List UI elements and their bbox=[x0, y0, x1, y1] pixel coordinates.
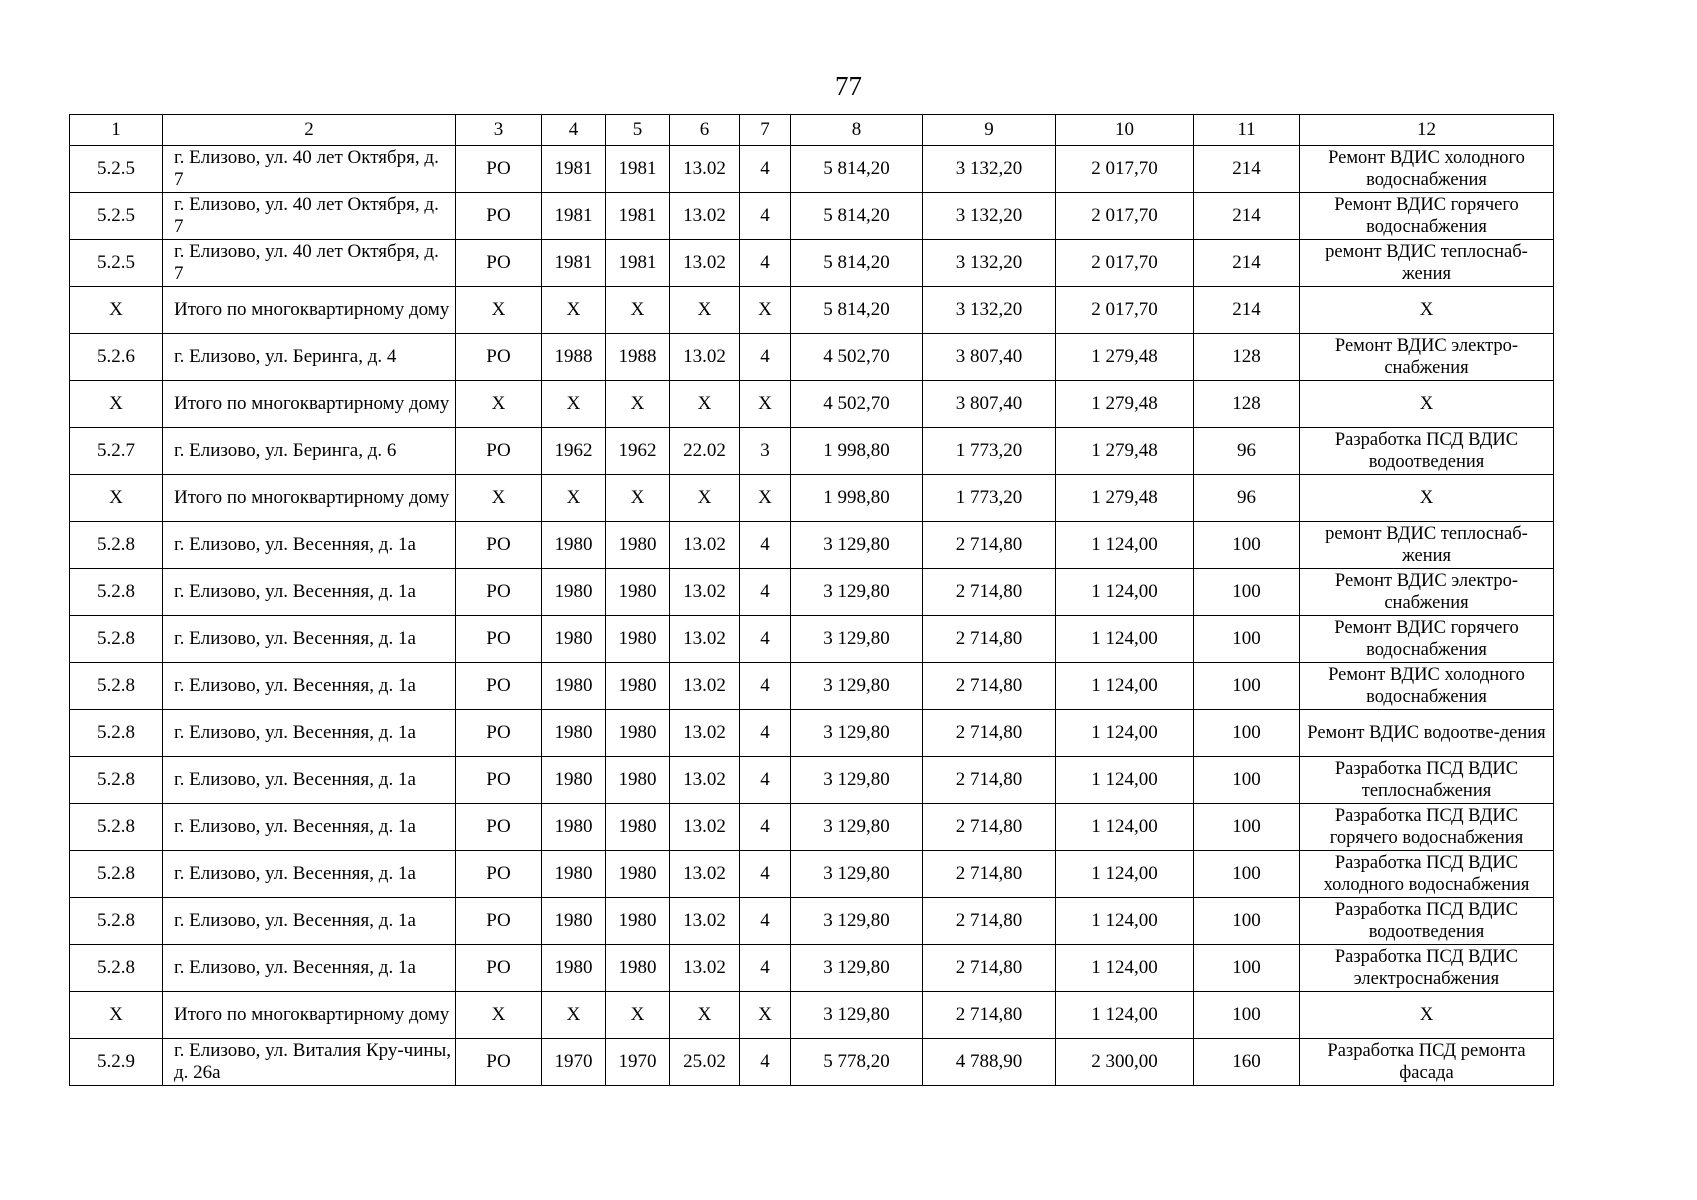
floors-cell: Х bbox=[740, 287, 791, 334]
year-built-cell: 1988 bbox=[542, 334, 606, 381]
residents-cell: 96 bbox=[1194, 428, 1300, 475]
residents-cell: 128 bbox=[1194, 381, 1300, 428]
address-cell: г. Елизово, ул. Весенняя, д. 1а bbox=[163, 804, 456, 851]
year-commissioned-cell: 1962 bbox=[606, 428, 670, 475]
floors-cell: Х bbox=[740, 381, 791, 428]
year-built-cell: 1980 bbox=[542, 851, 606, 898]
cost-cell: 1 124,00 bbox=[1056, 569, 1194, 616]
table-row bbox=[70, 898, 1554, 945]
work-type-cell: Ремонт ВДИС водоотве-дения bbox=[1300, 710, 1554, 757]
work-type-cell: Разработка ПСД ВДИС теплоснабжения bbox=[1300, 757, 1554, 804]
wall-material-cell: Х bbox=[670, 381, 740, 428]
year-commissioned-cell: Х bbox=[606, 992, 670, 1039]
total-area-cell: 3 129,80 bbox=[791, 710, 923, 757]
cost-cell: 1 124,00 bbox=[1056, 992, 1194, 1039]
owner-type-cell: РО bbox=[456, 193, 542, 240]
cost-cell: 1 279,48 bbox=[1056, 334, 1194, 381]
residential-area-cell: 2 714,80 bbox=[923, 663, 1056, 710]
residential-area-cell: 2 714,80 bbox=[923, 757, 1056, 804]
residential-area-cell: 2 714,80 bbox=[923, 522, 1056, 569]
work-type-cell: Х bbox=[1300, 381, 1554, 428]
address-cell: Итого по многоквартирному дому bbox=[163, 475, 456, 522]
residents-cell: 100 bbox=[1194, 804, 1300, 851]
owner-type-cell: РО bbox=[456, 757, 542, 804]
floors-cell: 4 bbox=[740, 334, 791, 381]
wall-material-cell: 13.02 bbox=[670, 616, 740, 663]
year-commissioned-cell: 1980 bbox=[606, 522, 670, 569]
year-built-cell: 1980 bbox=[542, 757, 606, 804]
address-cell: г. Елизово, ул. Весенняя, д. 1а bbox=[163, 757, 456, 804]
page-number: 77 bbox=[835, 71, 862, 101]
residents-cell: 100 bbox=[1194, 851, 1300, 898]
address-cell: г. Елизово, ул. Беринга, д. 4 bbox=[163, 334, 456, 381]
owner-type-cell: РО bbox=[456, 663, 542, 710]
owner-type-cell: РО bbox=[456, 804, 542, 851]
work-type-cell: Х bbox=[1300, 992, 1554, 1039]
row-number-cell: 5.2.8 bbox=[70, 804, 163, 851]
year-commissioned-cell: 1980 bbox=[606, 569, 670, 616]
owner-type-cell: Х bbox=[456, 475, 542, 522]
row-number-cell: 5.2.8 bbox=[70, 569, 163, 616]
total-area-cell: 3 129,80 bbox=[791, 898, 923, 945]
table-row bbox=[70, 428, 1554, 475]
work-type-cell: Ремонт ВДИС холодного водоснабжения bbox=[1300, 663, 1554, 710]
total-area-cell: 3 129,80 bbox=[791, 992, 923, 1039]
column-header: 7 bbox=[740, 115, 791, 146]
year-built-cell: 1980 bbox=[542, 663, 606, 710]
residents-cell: 100 bbox=[1194, 710, 1300, 757]
owner-type-cell: РО bbox=[456, 522, 542, 569]
row-number-cell: 5.2.9 bbox=[70, 1039, 163, 1086]
row-number-cell: 5.2.7 bbox=[70, 428, 163, 475]
residential-area-cell: 3 807,40 bbox=[923, 381, 1056, 428]
residents-cell: 214 bbox=[1194, 193, 1300, 240]
table-row bbox=[70, 851, 1554, 898]
row-number-cell: 5.2.8 bbox=[70, 851, 163, 898]
residents-cell: 214 bbox=[1194, 287, 1300, 334]
year-commissioned-cell: 1981 bbox=[606, 146, 670, 193]
residents-cell: 100 bbox=[1194, 898, 1300, 945]
year-built-cell: 1981 bbox=[542, 146, 606, 193]
residential-area-cell: 2 714,80 bbox=[923, 851, 1056, 898]
cost-cell: 1 279,48 bbox=[1056, 381, 1194, 428]
wall-material-cell: 13.02 bbox=[670, 334, 740, 381]
year-built-cell: Х bbox=[542, 475, 606, 522]
wall-material-cell: 13.02 bbox=[670, 804, 740, 851]
residential-area-cell: 3 807,40 bbox=[923, 334, 1056, 381]
year-built-cell: 1981 bbox=[542, 193, 606, 240]
row-number-cell: 5.2.5 bbox=[70, 146, 163, 193]
residential-area-cell: 2 714,80 bbox=[923, 945, 1056, 992]
residential-area-cell: 1 773,20 bbox=[923, 428, 1056, 475]
total-area-cell: 5 814,20 bbox=[791, 146, 923, 193]
year-commissioned-cell: 1981 bbox=[606, 240, 670, 287]
wall-material-cell: 13.02 bbox=[670, 945, 740, 992]
wall-material-cell: 13.02 bbox=[670, 898, 740, 945]
residents-cell: 100 bbox=[1194, 616, 1300, 663]
column-header: 8 bbox=[791, 115, 923, 146]
table-row bbox=[70, 569, 1554, 616]
owner-type-cell: Х bbox=[456, 992, 542, 1039]
row-number-cell: Х bbox=[70, 381, 163, 428]
owner-type-cell: РО bbox=[456, 146, 542, 193]
column-header: 6 bbox=[670, 115, 740, 146]
cost-cell: 1 124,00 bbox=[1056, 804, 1194, 851]
row-number-cell: 5.2.6 bbox=[70, 334, 163, 381]
table-row bbox=[70, 334, 1554, 381]
residential-area-cell: 2 714,80 bbox=[923, 569, 1056, 616]
work-type-cell: Разработка ПСД ВДИС холодного водоснабжения bbox=[1300, 851, 1554, 898]
year-built-cell: Х bbox=[542, 992, 606, 1039]
residential-area-cell: 3 132,20 bbox=[923, 287, 1056, 334]
year-built-cell: Х bbox=[542, 287, 606, 334]
year-built-cell: 1980 bbox=[542, 616, 606, 663]
work-type-cell: Разработка ПСД ремонта фасада bbox=[1300, 1039, 1554, 1086]
column-header: 3 bbox=[456, 115, 542, 146]
cost-cell: 2 017,70 bbox=[1056, 287, 1194, 334]
total-area-cell: 4 502,70 bbox=[791, 381, 923, 428]
cost-cell: 1 124,00 bbox=[1056, 757, 1194, 804]
residential-area-cell: 3 132,20 bbox=[923, 146, 1056, 193]
residents-cell: 100 bbox=[1194, 569, 1300, 616]
cost-cell: 2 017,70 bbox=[1056, 146, 1194, 193]
column-header: 4 bbox=[542, 115, 606, 146]
work-type-cell: Х bbox=[1300, 475, 1554, 522]
address-cell: г. Елизово, ул. Весенняя, д. 1а bbox=[163, 898, 456, 945]
residential-area-cell: 2 714,80 bbox=[923, 616, 1056, 663]
year-commissioned-cell: 1988 bbox=[606, 334, 670, 381]
wall-material-cell: 13.02 bbox=[670, 663, 740, 710]
cost-cell: 1 124,00 bbox=[1056, 616, 1194, 663]
floors-cell: 4 bbox=[740, 710, 791, 757]
address-cell: г. Елизово, ул. Весенняя, д. 1а bbox=[163, 616, 456, 663]
total-area-cell: 1 998,80 bbox=[791, 428, 923, 475]
total-area-cell: 5 814,20 bbox=[791, 287, 923, 334]
year-commissioned-cell: 1970 bbox=[606, 1039, 670, 1086]
wall-material-cell: 13.02 bbox=[670, 710, 740, 757]
year-commissioned-cell: Х bbox=[606, 475, 670, 522]
year-commissioned-cell: 1980 bbox=[606, 804, 670, 851]
total-area-cell: 5 814,20 bbox=[791, 240, 923, 287]
row-number-cell: Х bbox=[70, 287, 163, 334]
floors-cell: 4 bbox=[740, 945, 791, 992]
total-area-cell: 3 129,80 bbox=[791, 522, 923, 569]
wall-material-cell: Х bbox=[670, 475, 740, 522]
work-type-cell: Ремонт ВДИС электро-снабжения bbox=[1300, 569, 1554, 616]
floors-cell: 4 bbox=[740, 898, 791, 945]
table-row bbox=[70, 992, 1554, 1039]
residents-cell: 214 bbox=[1194, 146, 1300, 193]
owner-type-cell: Х bbox=[456, 287, 542, 334]
table-row bbox=[70, 1039, 1554, 1086]
year-built-cell: 1980 bbox=[542, 569, 606, 616]
wall-material-cell: 13.02 bbox=[670, 193, 740, 240]
capital-repair-table bbox=[69, 114, 1554, 1086]
floors-cell: Х bbox=[740, 992, 791, 1039]
year-commissioned-cell: 1980 bbox=[606, 898, 670, 945]
column-header: 1 bbox=[70, 115, 163, 146]
wall-material-cell: 13.02 bbox=[670, 240, 740, 287]
residents-cell: 100 bbox=[1194, 757, 1300, 804]
floors-cell: 4 bbox=[740, 146, 791, 193]
row-number-cell: 5.2.8 bbox=[70, 710, 163, 757]
owner-type-cell: Х bbox=[456, 381, 542, 428]
wall-material-cell: 13.02 bbox=[670, 146, 740, 193]
residents-cell: 128 bbox=[1194, 334, 1300, 381]
cost-cell: 1 124,00 bbox=[1056, 522, 1194, 569]
wall-material-cell: 13.02 bbox=[670, 522, 740, 569]
year-commissioned-cell: 1980 bbox=[606, 945, 670, 992]
residential-area-cell: 2 714,80 bbox=[923, 710, 1056, 757]
table-row bbox=[70, 287, 1554, 334]
residential-area-cell: 4 788,90 bbox=[923, 1039, 1056, 1086]
residential-area-cell: 2 714,80 bbox=[923, 992, 1056, 1039]
work-type-cell: Ремонт ВДИС горячего водоснабжения bbox=[1300, 193, 1554, 240]
residential-area-cell: 1 773,20 bbox=[923, 475, 1056, 522]
wall-material-cell: Х bbox=[670, 287, 740, 334]
residential-area-cell: 2 714,80 bbox=[923, 804, 1056, 851]
work-type-cell: ремонт ВДИС теплоснаб-жения bbox=[1300, 522, 1554, 569]
floors-cell: 4 bbox=[740, 804, 791, 851]
column-number-row bbox=[70, 115, 1554, 146]
owner-type-cell: РО bbox=[456, 569, 542, 616]
cost-cell: 2 017,70 bbox=[1056, 240, 1194, 287]
wall-material-cell: Х bbox=[670, 992, 740, 1039]
residential-area-cell: 3 132,20 bbox=[923, 240, 1056, 287]
work-type-cell: Разработка ПСД ВДИС электроснабжения bbox=[1300, 945, 1554, 992]
address-cell: г. Елизово, ул. Весенняя, д. 1а bbox=[163, 522, 456, 569]
table-row bbox=[70, 663, 1554, 710]
total-area-cell: 3 129,80 bbox=[791, 757, 923, 804]
year-built-cell: 1980 bbox=[542, 804, 606, 851]
year-built-cell: 1980 bbox=[542, 945, 606, 992]
column-header: 2 bbox=[163, 115, 456, 146]
year-built-cell: 1980 bbox=[542, 898, 606, 945]
address-cell: г. Елизово, ул. Беринга, д. 6 bbox=[163, 428, 456, 475]
column-header: 11 bbox=[1194, 115, 1300, 146]
cost-cell: 1 279,48 bbox=[1056, 475, 1194, 522]
column-header: 5 bbox=[606, 115, 670, 146]
total-area-cell: 3 129,80 bbox=[791, 804, 923, 851]
cost-cell: 1 124,00 bbox=[1056, 710, 1194, 757]
residents-cell: 160 bbox=[1194, 1039, 1300, 1086]
table-row bbox=[70, 381, 1554, 428]
wall-material-cell: 22.02 bbox=[670, 428, 740, 475]
owner-type-cell: РО bbox=[456, 898, 542, 945]
work-type-cell: ремонт ВДИС теплоснаб-жения bbox=[1300, 240, 1554, 287]
address-cell: г. Елизово, ул. 40 лет Октября, д. 7 bbox=[163, 193, 456, 240]
table-row bbox=[70, 240, 1554, 287]
address-cell: г. Елизово, ул. Весенняя, д. 1а bbox=[163, 710, 456, 757]
wall-material-cell: 25.02 bbox=[670, 1039, 740, 1086]
cost-cell: 1 279,48 bbox=[1056, 428, 1194, 475]
address-cell: г. Елизово, ул. Весенняя, д. 1а bbox=[163, 945, 456, 992]
year-commissioned-cell: 1980 bbox=[606, 710, 670, 757]
total-area-cell: 4 502,70 bbox=[791, 334, 923, 381]
column-header: 12 bbox=[1300, 115, 1554, 146]
table-row bbox=[70, 522, 1554, 569]
row-number-cell: 5.2.8 bbox=[70, 898, 163, 945]
year-built-cell: 1980 bbox=[542, 710, 606, 757]
total-area-cell: 1 998,80 bbox=[791, 475, 923, 522]
address-cell: Итого по многоквартирному дому bbox=[163, 381, 456, 428]
owner-type-cell: РО bbox=[456, 240, 542, 287]
year-commissioned-cell: 1981 bbox=[606, 193, 670, 240]
residential-area-cell: 2 714,80 bbox=[923, 898, 1056, 945]
table-body bbox=[70, 146, 1554, 1086]
address-cell: г. Елизово, ул. Весенняя, д. 1а bbox=[163, 663, 456, 710]
floors-cell: 4 bbox=[740, 757, 791, 804]
row-number-cell: 5.2.5 bbox=[70, 240, 163, 287]
row-number-cell: 5.2.8 bbox=[70, 522, 163, 569]
table-row bbox=[70, 616, 1554, 663]
row-number-cell: 5.2.8 bbox=[70, 663, 163, 710]
total-area-cell: 3 129,80 bbox=[791, 945, 923, 992]
cost-cell: 2 300,00 bbox=[1056, 1039, 1194, 1086]
owner-type-cell: РО bbox=[456, 945, 542, 992]
owner-type-cell: РО bbox=[456, 710, 542, 757]
cost-cell: 1 124,00 bbox=[1056, 851, 1194, 898]
wall-material-cell: 13.02 bbox=[670, 851, 740, 898]
work-type-cell: Разработка ПСД ВДИС водоотведения bbox=[1300, 898, 1554, 945]
year-commissioned-cell: Х bbox=[606, 287, 670, 334]
row-number-cell: 5.2.5 bbox=[70, 193, 163, 240]
residents-cell: 100 bbox=[1194, 945, 1300, 992]
total-area-cell: 5 778,20 bbox=[791, 1039, 923, 1086]
owner-type-cell: РО bbox=[456, 616, 542, 663]
total-area-cell: 3 129,80 bbox=[791, 616, 923, 663]
floors-cell: 4 bbox=[740, 663, 791, 710]
work-type-cell: Х bbox=[1300, 287, 1554, 334]
floors-cell: 4 bbox=[740, 569, 791, 616]
address-cell: Итого по многоквартирному дому bbox=[163, 287, 456, 334]
residents-cell: 100 bbox=[1194, 522, 1300, 569]
wall-material-cell: 13.02 bbox=[670, 569, 740, 616]
address-cell: г. Елизово, ул. 40 лет Октября, д. 7 bbox=[163, 146, 456, 193]
residents-cell: 100 bbox=[1194, 992, 1300, 1039]
table-row bbox=[70, 193, 1554, 240]
work-type-cell: Ремонт ВДИС холодного водоснабжения bbox=[1300, 146, 1554, 193]
work-type-cell: Ремонт ВДИС горячего водоснабжения bbox=[1300, 616, 1554, 663]
cost-cell: 2 017,70 bbox=[1056, 193, 1194, 240]
cost-cell: 1 124,00 bbox=[1056, 663, 1194, 710]
column-header: 9 bbox=[923, 115, 1056, 146]
address-cell: Итого по многоквартирному дому bbox=[163, 992, 456, 1039]
residents-cell: 100 bbox=[1194, 663, 1300, 710]
wall-material-cell: 13.02 bbox=[670, 757, 740, 804]
table-row bbox=[70, 475, 1554, 522]
year-commissioned-cell: 1980 bbox=[606, 851, 670, 898]
floors-cell: 4 bbox=[740, 851, 791, 898]
floors-cell: 4 bbox=[740, 1039, 791, 1086]
address-cell: г. Елизово, ул. Весенняя, д. 1а bbox=[163, 569, 456, 616]
total-area-cell: 3 129,80 bbox=[791, 663, 923, 710]
floors-cell: 4 bbox=[740, 616, 791, 663]
cost-cell: 1 124,00 bbox=[1056, 898, 1194, 945]
floors-cell: 4 bbox=[740, 522, 791, 569]
cost-cell: 1 124,00 bbox=[1056, 945, 1194, 992]
total-area-cell: 3 129,80 bbox=[791, 569, 923, 616]
row-number-cell: Х bbox=[70, 992, 163, 1039]
residents-cell: 214 bbox=[1194, 240, 1300, 287]
year-built-cell: 1970 bbox=[542, 1039, 606, 1086]
row-number-cell: 5.2.8 bbox=[70, 757, 163, 804]
floors-cell: 4 bbox=[740, 240, 791, 287]
owner-type-cell: РО bbox=[456, 428, 542, 475]
total-area-cell: 3 129,80 bbox=[791, 851, 923, 898]
address-cell: г. Елизово, ул. Виталия Кру-чины, д. 26а bbox=[163, 1039, 456, 1086]
column-header: 10 bbox=[1056, 115, 1194, 146]
work-type-cell: Разработка ПСД ВДИС водоотведения bbox=[1300, 428, 1554, 475]
owner-type-cell: РО bbox=[456, 851, 542, 898]
owner-type-cell: РО bbox=[456, 334, 542, 381]
year-commissioned-cell: 1980 bbox=[606, 757, 670, 804]
row-number-cell: 5.2.8 bbox=[70, 616, 163, 663]
year-commissioned-cell: 1980 bbox=[606, 663, 670, 710]
table-row bbox=[70, 146, 1554, 193]
floors-cell: 4 bbox=[740, 193, 791, 240]
table-row bbox=[70, 945, 1554, 992]
year-built-cell: 1981 bbox=[542, 240, 606, 287]
work-type-cell: Ремонт ВДИС электро-снабжения bbox=[1300, 334, 1554, 381]
row-number-cell: 5.2.8 bbox=[70, 945, 163, 992]
residents-cell: 96 bbox=[1194, 475, 1300, 522]
year-commissioned-cell: 1980 bbox=[606, 616, 670, 663]
address-cell: г. Елизово, ул. 40 лет Октября, д. 7 bbox=[163, 240, 456, 287]
year-built-cell: Х bbox=[542, 381, 606, 428]
total-area-cell: 5 814,20 bbox=[791, 193, 923, 240]
address-cell: г. Елизово, ул. Весенняя, д. 1а bbox=[163, 851, 456, 898]
year-built-cell: 1962 bbox=[542, 428, 606, 475]
floors-cell: 3 bbox=[740, 428, 791, 475]
row-number-cell: Х bbox=[70, 475, 163, 522]
work-type-cell: Разработка ПСД ВДИС горячего водоснабжения bbox=[1300, 804, 1554, 851]
floors-cell: Х bbox=[740, 475, 791, 522]
year-commissioned-cell: Х bbox=[606, 381, 670, 428]
table-row bbox=[70, 710, 1554, 757]
owner-type-cell: РО bbox=[456, 1039, 542, 1086]
table-row bbox=[70, 804, 1554, 851]
year-built-cell: 1980 bbox=[542, 522, 606, 569]
table-row bbox=[70, 757, 1554, 804]
residential-area-cell: 3 132,20 bbox=[923, 193, 1056, 240]
